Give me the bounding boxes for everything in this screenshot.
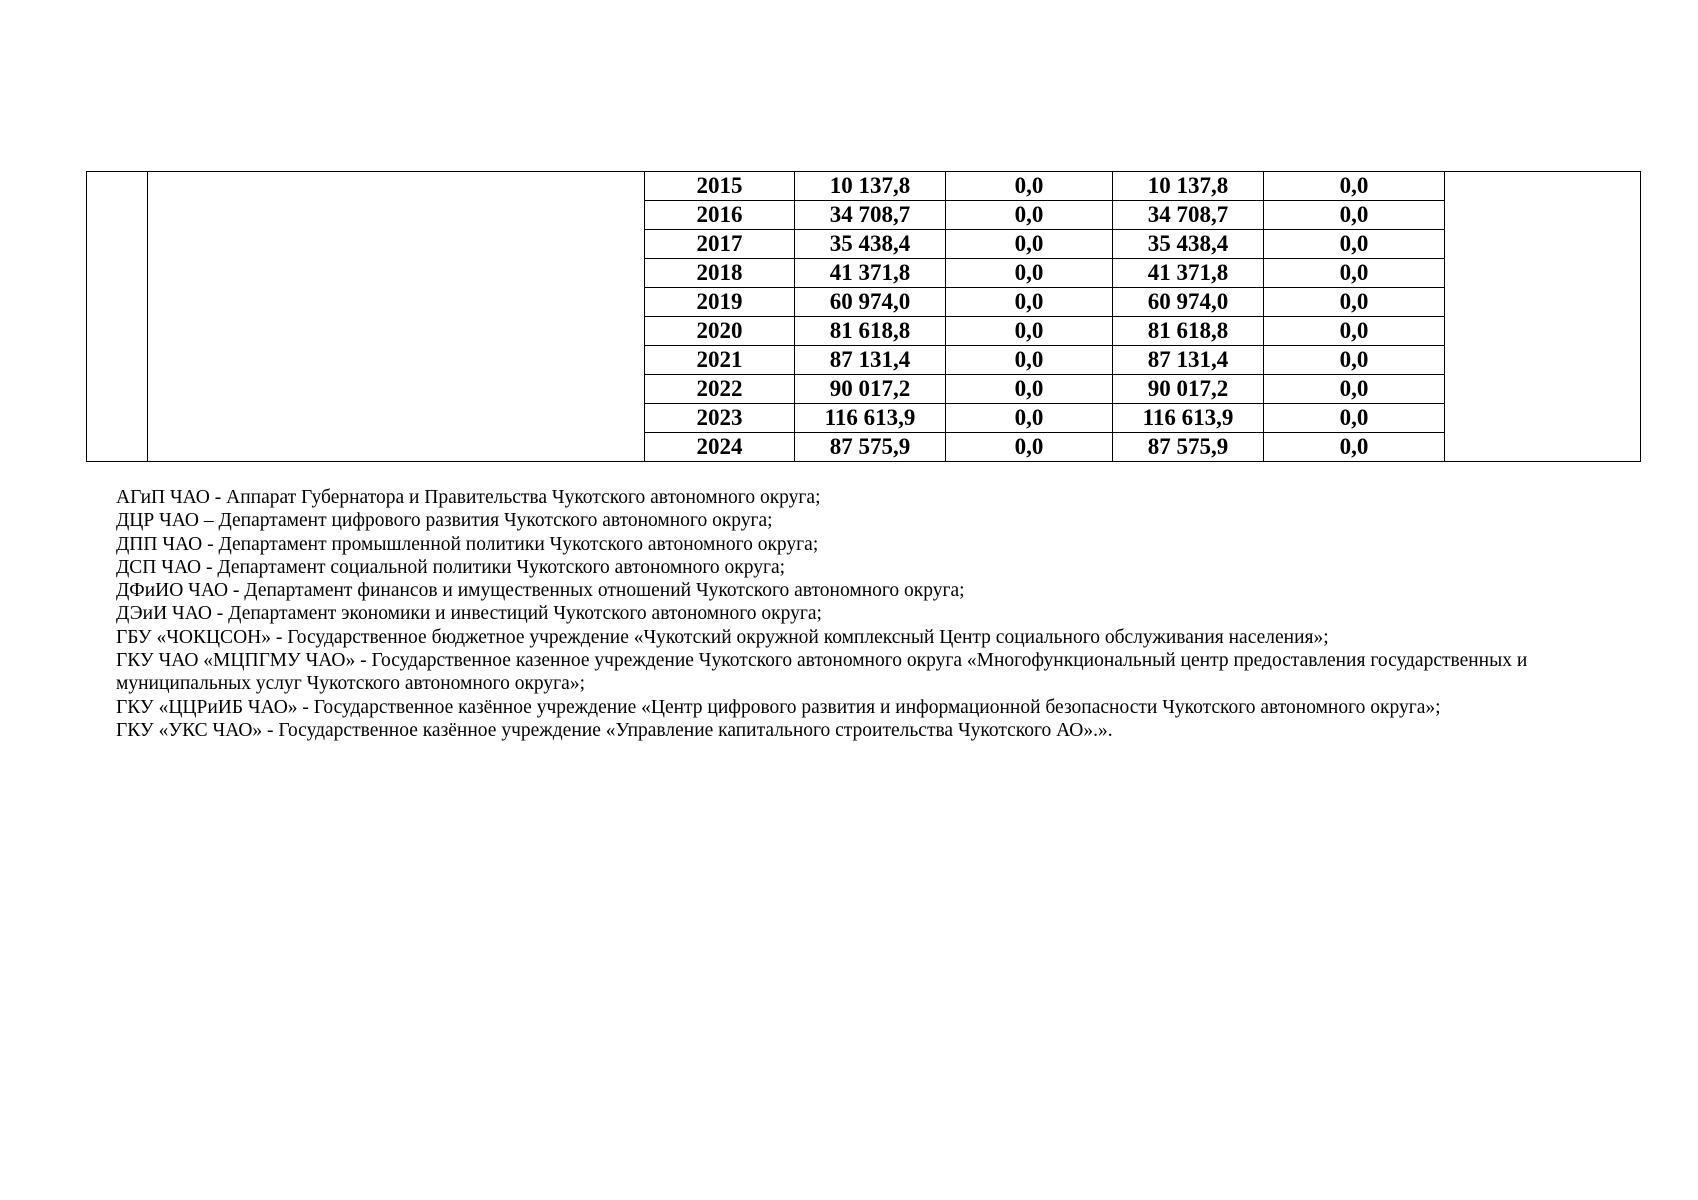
abbreviation-note: ГКУ ЧАО «МЦПГМУ ЧАО» - Государственное казенное учреждение Чукотского автономного округа «Многофункциональный центр предоставления государственных и муниципальных услуг Чукотского автономного округа»; bbox=[116, 650, 1528, 695]
federal-budget-cell: 0,0 bbox=[946, 346, 1113, 375]
other-sources-cell: 0,0 bbox=[1264, 404, 1445, 433]
other-sources-cell: 0,0 bbox=[1264, 172, 1445, 201]
federal-budget-cell: 0,0 bbox=[946, 201, 1113, 230]
abbreviation-note: ДФиИО ЧАО - Департамент финансов и имущественных отношений Чукотского автономного округа; bbox=[116, 580, 965, 602]
regional-budget-cell: 35 438,4 bbox=[1113, 230, 1264, 259]
regional-budget-cell: 60 974,0 bbox=[1113, 288, 1264, 317]
year-cell: 2020 bbox=[645, 317, 795, 346]
row-number-cell bbox=[87, 172, 148, 462]
total-cell: 87 131,4 bbox=[795, 346, 946, 375]
other-sources-cell: 0,0 bbox=[1264, 317, 1445, 346]
total-cell: 10 137,8 bbox=[795, 172, 946, 201]
year-cell: 2023 bbox=[645, 404, 795, 433]
total-cell: 35 438,4 bbox=[795, 230, 946, 259]
regional-budget-cell: 90 017,2 bbox=[1113, 375, 1264, 404]
year-cell: 2015 bbox=[645, 172, 795, 201]
other-sources-cell: 0,0 bbox=[1264, 201, 1445, 230]
total-cell: 87 575,9 bbox=[795, 433, 946, 462]
year-cell: 2024 bbox=[645, 433, 795, 462]
other-sources-cell: 0,0 bbox=[1264, 433, 1445, 462]
year-cell: 2022 bbox=[645, 375, 795, 404]
abbreviation-note: ДЭиИ ЧАО - Департамент экономики и инвестиций Чукотского автономного округа; bbox=[116, 603, 822, 625]
other-sources-cell: 0,0 bbox=[1264, 288, 1445, 317]
executor-cell bbox=[1445, 172, 1641, 462]
federal-budget-cell: 0,0 bbox=[946, 404, 1113, 433]
total-cell: 34 708,7 bbox=[795, 201, 946, 230]
financing-table bbox=[86, 171, 1641, 462]
abbreviation-note: ГБУ «ЧОКЦСОН» - Государственное бюджетное учреждение «Чукотский окружной комплексный Центр социального обслуживания населения»; bbox=[116, 626, 1329, 648]
table-row bbox=[87, 172, 1641, 201]
federal-budget-cell: 0,0 bbox=[946, 230, 1113, 259]
total-cell: 116 613,9 bbox=[795, 404, 946, 433]
total-cell: 60 974,0 bbox=[795, 288, 946, 317]
abbreviation-note: АГиП ЧАО - Аппарат Губернатора и Правительства Чукотского автономного округа; bbox=[116, 487, 821, 508]
regional-budget-cell: 81 618,8 bbox=[1113, 317, 1264, 346]
federal-budget-cell: 0,0 bbox=[946, 433, 1113, 462]
federal-budget-cell: 0,0 bbox=[946, 172, 1113, 201]
abbreviation-note: ДЦР ЧАО – Департамент цифрового развития Чукотского автономного округа; bbox=[116, 510, 773, 532]
name-cell bbox=[148, 172, 645, 462]
abbreviations-list bbox=[116, 486, 1626, 742]
federal-budget-cell: 0,0 bbox=[946, 259, 1113, 288]
year-cell: 2021 bbox=[645, 346, 795, 375]
abbreviation-note: ГКУ «УКС ЧАО» - Государственное казённое учреждение «Управление капитального строительства Чукотского АО».». bbox=[116, 719, 1113, 741]
year-cell: 2018 bbox=[645, 259, 795, 288]
regional-budget-cell: 87 131,4 bbox=[1113, 346, 1264, 375]
abbreviation-note: ДПП ЧАО - Департамент промышленной политики Чукотского автономного округа; bbox=[116, 533, 819, 555]
other-sources-cell: 0,0 bbox=[1264, 346, 1445, 375]
federal-budget-cell: 0,0 bbox=[946, 317, 1113, 346]
total-cell: 81 618,8 bbox=[795, 317, 946, 346]
financing-table-body bbox=[87, 172, 1641, 462]
other-sources-cell: 0,0 bbox=[1264, 230, 1445, 259]
year-cell: 2016 bbox=[645, 201, 795, 230]
total-cell: 41 371,8 bbox=[795, 259, 946, 288]
other-sources-cell: 0,0 bbox=[1264, 375, 1445, 404]
total-cell: 90 017,2 bbox=[795, 375, 946, 404]
regional-budget-cell: 41 371,8 bbox=[1113, 259, 1264, 288]
year-cell: 2019 bbox=[645, 288, 795, 317]
regional-budget-cell: 34 708,7 bbox=[1113, 201, 1264, 230]
regional-budget-cell: 10 137,8 bbox=[1113, 172, 1264, 201]
year-cell: 2017 bbox=[645, 230, 795, 259]
abbreviation-note: ДСП ЧАО - Департамент социальной политики Чукотского автономного округа; bbox=[116, 556, 786, 578]
federal-budget-cell: 0,0 bbox=[946, 375, 1113, 404]
regional-budget-cell: 116 613,9 bbox=[1113, 404, 1264, 433]
abbreviation-note: ГКУ «ЦЦРиИБ ЧАО» - Государственное казённое учреждение «Центр цифрового развития и информационной безопасности Чукотского автономного округа»; bbox=[116, 696, 1441, 718]
federal-budget-cell: 0,0 bbox=[946, 288, 1113, 317]
regional-budget-cell: 87 575,9 bbox=[1113, 433, 1264, 462]
other-sources-cell: 0,0 bbox=[1264, 259, 1445, 288]
